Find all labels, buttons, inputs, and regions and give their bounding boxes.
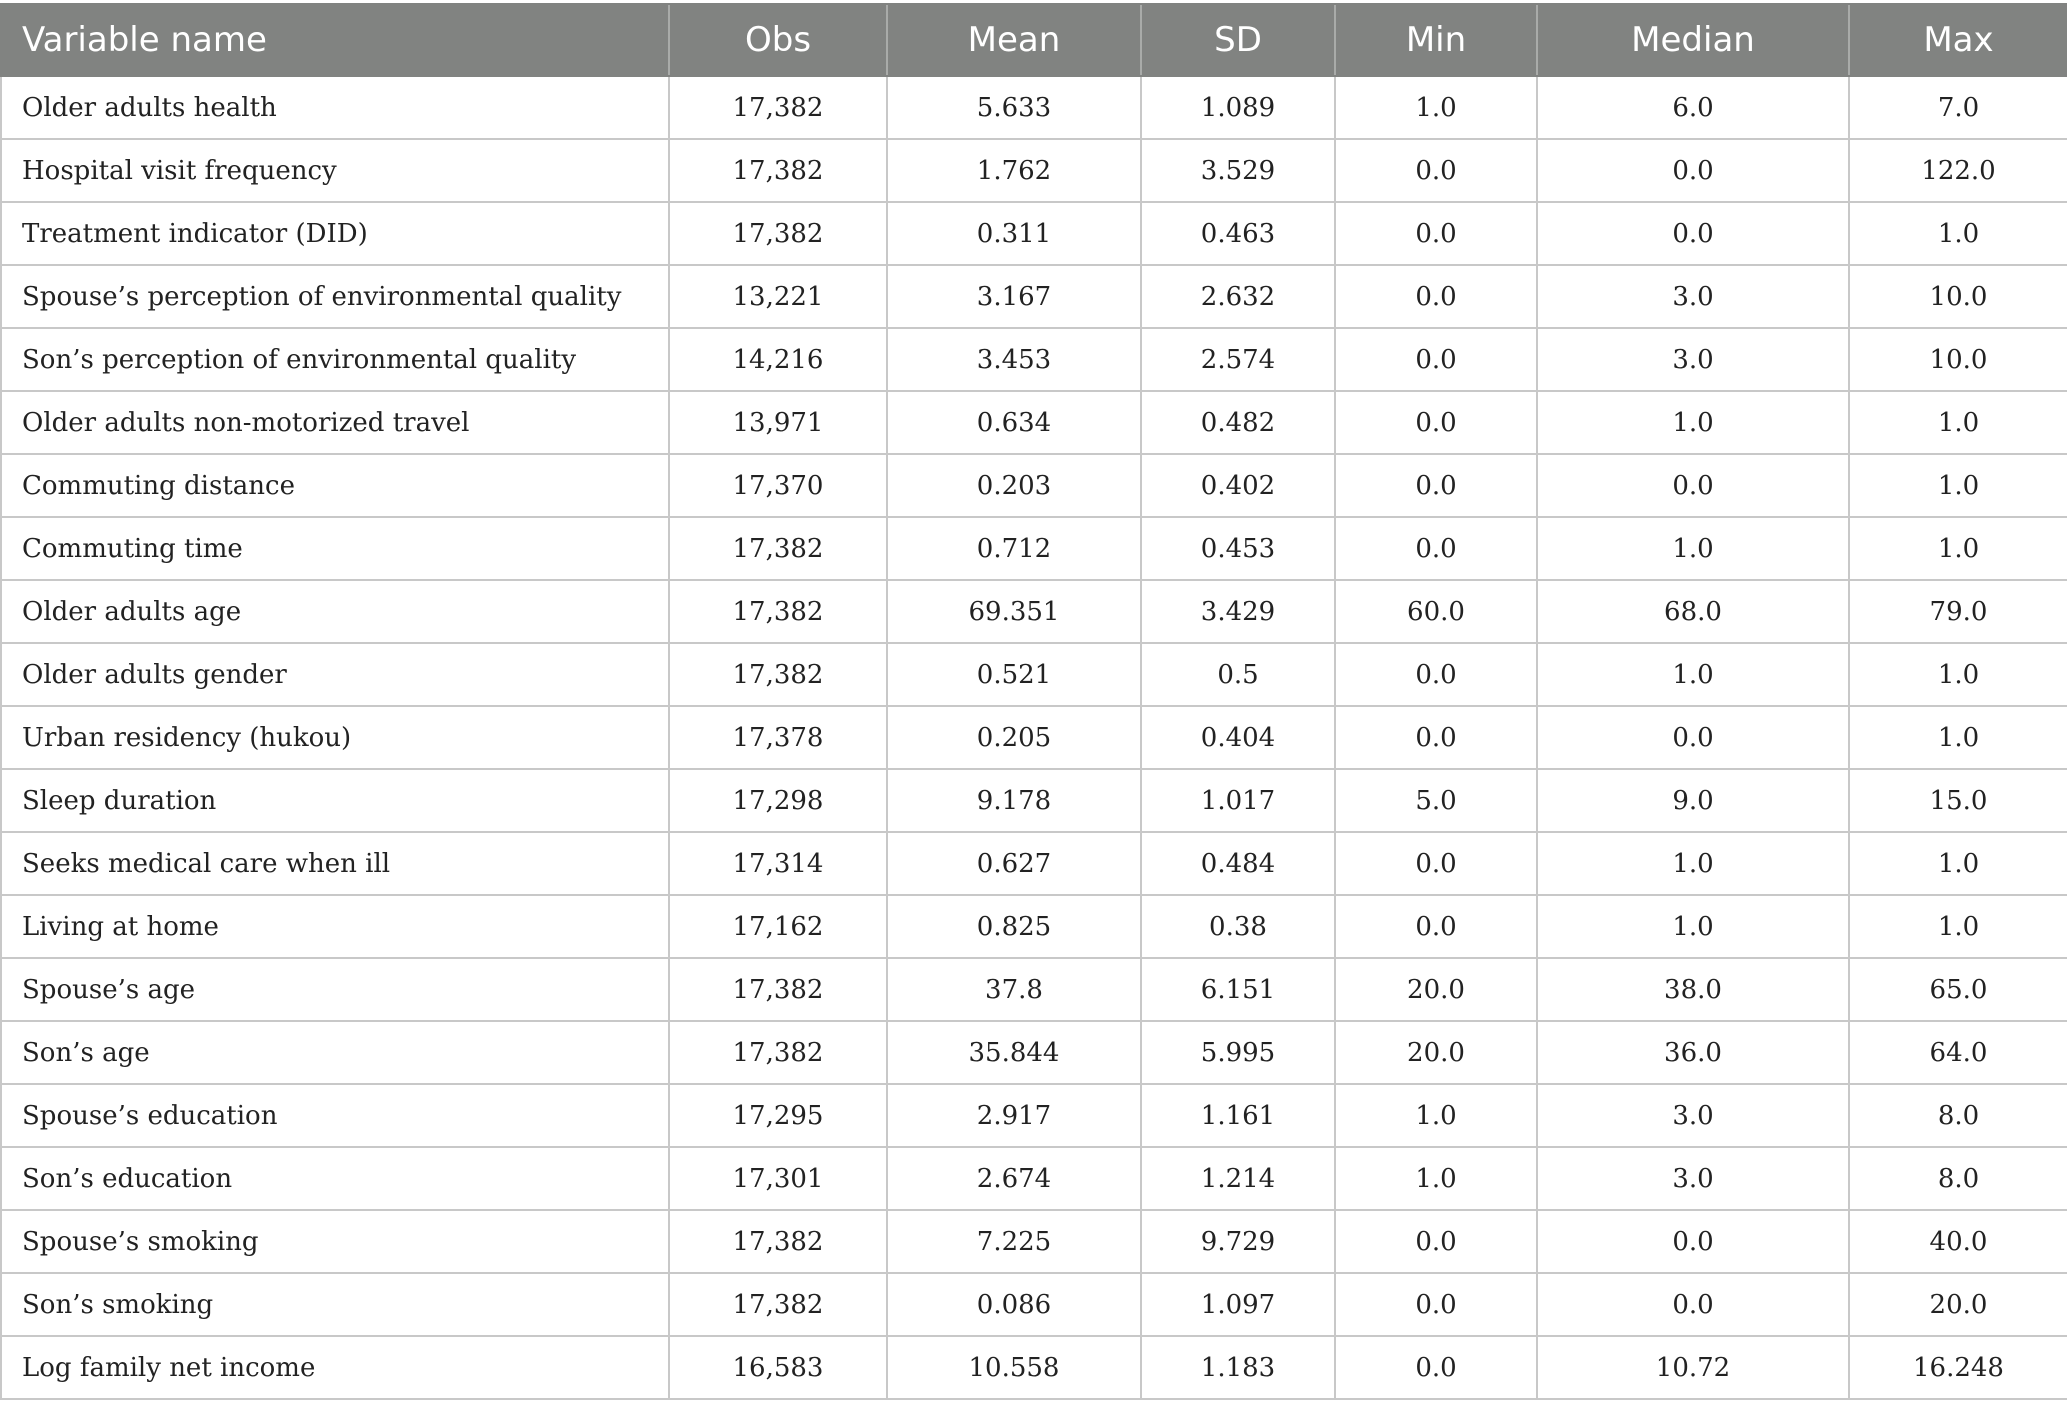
- mean-cell: 0.311: [887, 202, 1141, 265]
- table-row: [1, 580, 2067, 643]
- max-cell: 10.0: [1849, 328, 2067, 391]
- obs-cell: 17,378: [669, 706, 887, 769]
- sd-cell: 0.484: [1141, 832, 1335, 895]
- sd-cell: 0.453: [1141, 517, 1335, 580]
- max-cell: 7.0: [1849, 76, 2067, 139]
- variable-name-cell: Treatment indicator (DID): [1, 202, 669, 265]
- median-cell: 3.0: [1537, 1147, 1849, 1210]
- median-cell: 1.0: [1537, 832, 1849, 895]
- min-cell: 0.0: [1335, 454, 1537, 517]
- table-row: [1, 328, 2067, 391]
- mean-cell: 35.844: [887, 1021, 1141, 1084]
- mean-cell: 2.917: [887, 1084, 1141, 1147]
- min-cell: 0.0: [1335, 1210, 1537, 1273]
- median-cell: 3.0: [1537, 328, 1849, 391]
- obs-cell: 17,382: [669, 76, 887, 139]
- max-cell: 10.0: [1849, 265, 2067, 328]
- median-cell: 36.0: [1537, 1021, 1849, 1084]
- variable-name-cell: Spouse’s smoking: [1, 1210, 669, 1273]
- variable-name-cell: Son’s education: [1, 1147, 669, 1210]
- table-row: [1, 1084, 2067, 1147]
- mean-cell: 3.453: [887, 328, 1141, 391]
- table-header: [1, 4, 2067, 76]
- sd-cell: 1.161: [1141, 1084, 1335, 1147]
- sd-cell: 1.097: [1141, 1273, 1335, 1336]
- median-cell: 38.0: [1537, 958, 1849, 1021]
- max-cell: 1.0: [1849, 391, 2067, 454]
- min-cell: 20.0: [1335, 1021, 1537, 1084]
- mean-cell: 0.712: [887, 517, 1141, 580]
- obs-cell: 17,382: [669, 580, 887, 643]
- mean-cell: 0.203: [887, 454, 1141, 517]
- table-row: [1, 832, 2067, 895]
- variable-name-cell: Spouse’s perception of environmental quality: [1, 265, 669, 328]
- sd-cell: 1.017: [1141, 769, 1335, 832]
- sd-cell: 1.214: [1141, 1147, 1335, 1210]
- sd-cell: 5.995: [1141, 1021, 1335, 1084]
- median-cell: 3.0: [1537, 1084, 1849, 1147]
- obs-cell: 17,382: [669, 517, 887, 580]
- header-sd: SD: [1141, 4, 1335, 76]
- median-cell: 1.0: [1537, 517, 1849, 580]
- max-cell: 1.0: [1849, 517, 2067, 580]
- obs-cell: 17,301: [669, 1147, 887, 1210]
- obs-cell: 17,382: [669, 643, 887, 706]
- median-cell: 1.0: [1537, 643, 1849, 706]
- variable-name-cell: Log family net income: [1, 1336, 669, 1399]
- table-row: [1, 958, 2067, 1021]
- obs-cell: 17,382: [669, 202, 887, 265]
- mean-cell: 0.825: [887, 895, 1141, 958]
- table-row: [1, 643, 2067, 706]
- min-cell: 1.0: [1335, 1147, 1537, 1210]
- table-row: [1, 769, 2067, 832]
- header-row: [1, 4, 2067, 76]
- variable-name-cell: Older adults gender: [1, 643, 669, 706]
- table-row: [1, 706, 2067, 769]
- mean-cell: 1.762: [887, 139, 1141, 202]
- sd-cell: 1.089: [1141, 76, 1335, 139]
- mean-cell: 5.633: [887, 76, 1141, 139]
- obs-cell: 17,370: [669, 454, 887, 517]
- header-max: Max: [1849, 4, 2067, 76]
- min-cell: 20.0: [1335, 958, 1537, 1021]
- sd-cell: 3.429: [1141, 580, 1335, 643]
- max-cell: 122.0: [1849, 139, 2067, 202]
- variable-name-cell: Son’s age: [1, 1021, 669, 1084]
- max-cell: 8.0: [1849, 1147, 2067, 1210]
- median-cell: 1.0: [1537, 895, 1849, 958]
- obs-cell: 17,298: [669, 769, 887, 832]
- median-cell: 0.0: [1537, 1210, 1849, 1273]
- median-cell: 0.0: [1537, 706, 1849, 769]
- table-row: [1, 1147, 2067, 1210]
- sd-cell: 2.632: [1141, 265, 1335, 328]
- sd-cell: 0.5: [1141, 643, 1335, 706]
- sd-cell: 3.529: [1141, 139, 1335, 202]
- table-row: [1, 454, 2067, 517]
- sd-cell: 0.482: [1141, 391, 1335, 454]
- variable-name-cell: Spouse’s education: [1, 1084, 669, 1147]
- variable-name-cell: Older adults health: [1, 76, 669, 139]
- header-variable-name: Variable name: [1, 4, 669, 76]
- table-row: [1, 1273, 2067, 1336]
- table-row: [1, 1021, 2067, 1084]
- obs-cell: 13,971: [669, 391, 887, 454]
- sd-cell: 0.404: [1141, 706, 1335, 769]
- obs-cell: 17,295: [669, 1084, 887, 1147]
- table-body: [1, 76, 2067, 1399]
- median-cell: 0.0: [1537, 139, 1849, 202]
- sd-cell: 1.183: [1141, 1336, 1335, 1399]
- min-cell: 0.0: [1335, 391, 1537, 454]
- mean-cell: 9.178: [887, 769, 1141, 832]
- min-cell: 0.0: [1335, 895, 1537, 958]
- max-cell: 1.0: [1849, 895, 2067, 958]
- median-cell: 9.0: [1537, 769, 1849, 832]
- min-cell: 0.0: [1335, 1273, 1537, 1336]
- min-cell: 0.0: [1335, 643, 1537, 706]
- variable-name-cell: Hospital visit frequency: [1, 139, 669, 202]
- table-row: [1, 1210, 2067, 1273]
- mean-cell: 0.205: [887, 706, 1141, 769]
- mean-cell: 10.558: [887, 1336, 1141, 1399]
- min-cell: 0.0: [1335, 832, 1537, 895]
- max-cell: 1.0: [1849, 202, 2067, 265]
- table-row: [1, 1336, 2067, 1399]
- variable-name-cell: Seeks medical care when ill: [1, 832, 669, 895]
- mean-cell: 7.225: [887, 1210, 1141, 1273]
- sd-cell: 2.574: [1141, 328, 1335, 391]
- max-cell: 1.0: [1849, 454, 2067, 517]
- median-cell: 1.0: [1537, 391, 1849, 454]
- variable-name-cell: Commuting time: [1, 517, 669, 580]
- median-cell: 0.0: [1537, 1273, 1849, 1336]
- sd-cell: 6.151: [1141, 958, 1335, 1021]
- median-cell: 68.0: [1537, 580, 1849, 643]
- sd-cell: 0.38: [1141, 895, 1335, 958]
- header-obs: Obs: [669, 4, 887, 76]
- table-row: [1, 76, 2067, 139]
- max-cell: 1.0: [1849, 832, 2067, 895]
- table-row: [1, 202, 2067, 265]
- table-row: [1, 517, 2067, 580]
- obs-cell: 17,162: [669, 895, 887, 958]
- mean-cell: 0.521: [887, 643, 1141, 706]
- mean-cell: 69.351: [887, 580, 1141, 643]
- min-cell: 0.0: [1335, 139, 1537, 202]
- max-cell: 65.0: [1849, 958, 2067, 1021]
- obs-cell: 17,382: [669, 958, 887, 1021]
- obs-cell: 17,382: [669, 1273, 887, 1336]
- mean-cell: 0.086: [887, 1273, 1141, 1336]
- min-cell: 0.0: [1335, 517, 1537, 580]
- sd-cell: 9.729: [1141, 1210, 1335, 1273]
- max-cell: 8.0: [1849, 1084, 2067, 1147]
- descriptive-statistics-table: [0, 3, 2067, 1400]
- min-cell: 1.0: [1335, 1084, 1537, 1147]
- mean-cell: 3.167: [887, 265, 1141, 328]
- table-row: [1, 895, 2067, 958]
- median-cell: 0.0: [1537, 454, 1849, 517]
- variable-name-cell: Older adults age: [1, 580, 669, 643]
- mean-cell: 2.674: [887, 1147, 1141, 1210]
- median-cell: 10.72: [1537, 1336, 1849, 1399]
- max-cell: 20.0: [1849, 1273, 2067, 1336]
- max-cell: 15.0: [1849, 769, 2067, 832]
- obs-cell: 17,314: [669, 832, 887, 895]
- mean-cell: 37.8: [887, 958, 1141, 1021]
- header-min: Min: [1335, 4, 1537, 76]
- mean-cell: 0.627: [887, 832, 1141, 895]
- variable-name-cell: Living at home: [1, 895, 669, 958]
- table-row: [1, 391, 2067, 454]
- min-cell: 1.0: [1335, 76, 1537, 139]
- variable-name-cell: Spouse’s age: [1, 958, 669, 1021]
- min-cell: 0.0: [1335, 706, 1537, 769]
- obs-cell: 17,382: [669, 1210, 887, 1273]
- table-row: [1, 265, 2067, 328]
- obs-cell: 14,216: [669, 328, 887, 391]
- min-cell: 0.0: [1335, 1336, 1537, 1399]
- mean-cell: 0.634: [887, 391, 1141, 454]
- table-row: [1, 139, 2067, 202]
- max-cell: 1.0: [1849, 706, 2067, 769]
- obs-cell: 17,382: [669, 139, 887, 202]
- median-cell: 3.0: [1537, 265, 1849, 328]
- min-cell: 0.0: [1335, 202, 1537, 265]
- max-cell: 79.0: [1849, 580, 2067, 643]
- variable-name-cell: Sleep duration: [1, 769, 669, 832]
- min-cell: 5.0: [1335, 769, 1537, 832]
- sd-cell: 0.463: [1141, 202, 1335, 265]
- min-cell: 0.0: [1335, 265, 1537, 328]
- sd-cell: 0.402: [1141, 454, 1335, 517]
- median-cell: 0.0: [1537, 202, 1849, 265]
- max-cell: 40.0: [1849, 1210, 2067, 1273]
- max-cell: 1.0: [1849, 643, 2067, 706]
- max-cell: 16.248: [1849, 1336, 2067, 1399]
- obs-cell: 17,382: [669, 1021, 887, 1084]
- obs-cell: 13,221: [669, 265, 887, 328]
- variable-name-cell: Commuting distance: [1, 454, 669, 517]
- header-median: Median: [1537, 4, 1849, 76]
- obs-cell: 16,583: [669, 1336, 887, 1399]
- variable-name-cell: Son’s perception of environmental quality: [1, 328, 669, 391]
- median-cell: 6.0: [1537, 76, 1849, 139]
- min-cell: 0.0: [1335, 328, 1537, 391]
- min-cell: 60.0: [1335, 580, 1537, 643]
- descriptive-statistics-table-container: [0, 3, 2067, 1400]
- max-cell: 64.0: [1849, 1021, 2067, 1084]
- variable-name-cell: Urban residency (hukou): [1, 706, 669, 769]
- variable-name-cell: Son’s smoking: [1, 1273, 669, 1336]
- variable-name-cell: Older adults non-motorized travel: [1, 391, 669, 454]
- header-mean: Mean: [887, 4, 1141, 76]
